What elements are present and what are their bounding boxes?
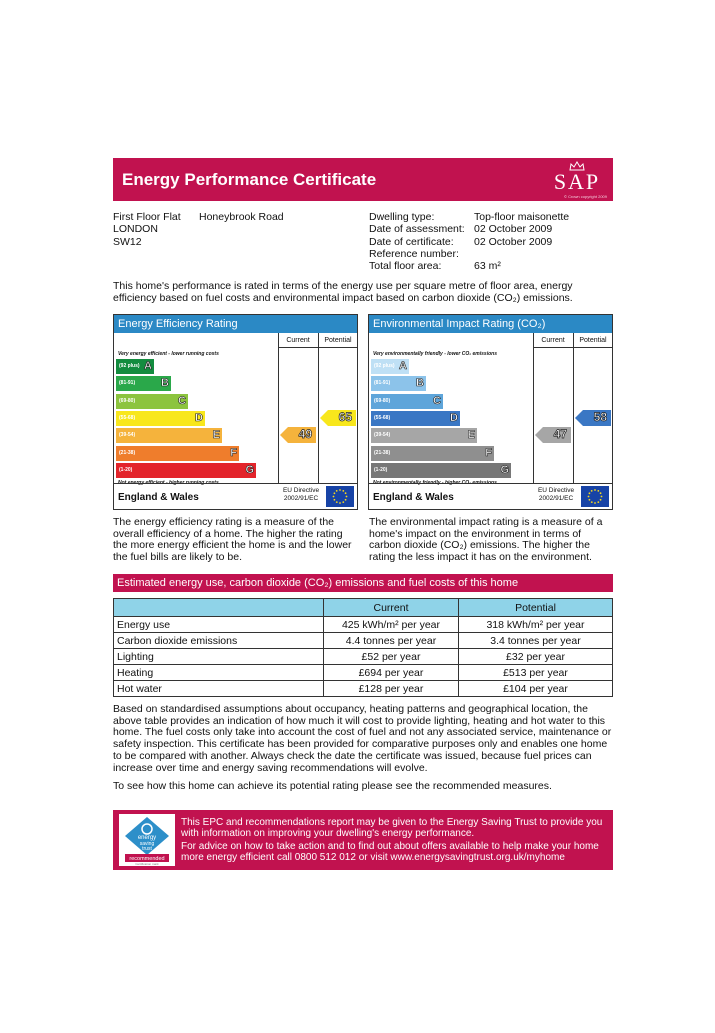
band-letter: F <box>230 446 237 459</box>
current-rating-arrow-value: 47 <box>553 427 567 442</box>
band-a <box>116 359 154 374</box>
band-range: (21-38) <box>374 449 391 456</box>
detail-key: Dwelling type: <box>369 211 435 223</box>
band-e <box>116 428 222 443</box>
detail-row <box>369 248 569 260</box>
detail-key: Total floor area: <box>369 260 442 273</box>
detail-row <box>369 236 569 248</box>
potential-rating-paragraph: To see how this home can achieve its potential rating please see the recommended measures. <box>113 780 552 792</box>
environment-description: The environmental impact rating is a measure of a home's impact on the environment in terms of carbon dioxide (CO₂) emissions. The higher the rating the less impact it has on the environment. <box>369 516 603 563</box>
band-d <box>116 411 205 426</box>
environmental-impact-panel <box>368 314 613 510</box>
address-line2: LONDON <box>113 223 158 236</box>
band-letter: D <box>450 411 458 424</box>
logo-badge: recommended <box>129 856 165 862</box>
potential-column-header: Potential <box>579 337 607 344</box>
detail-key: Reference number: <box>369 247 459 260</box>
table-cell: 3.4 tonnes per year <box>459 633 613 649</box>
top-scale-label: Very energy efficient - lower running costs <box>118 351 219 357</box>
band-range: (69-80) <box>119 397 136 404</box>
table-cell: 4.4 tonnes per year <box>324 633 459 649</box>
band-letter: C <box>433 394 441 407</box>
band-a <box>371 359 409 374</box>
band-c <box>116 394 188 409</box>
band-g <box>116 463 256 478</box>
address-street: Honeybrook Road <box>199 211 284 223</box>
band-f <box>371 446 494 461</box>
detail-value: 02 October 2009 <box>474 223 553 236</box>
band-g <box>371 463 511 478</box>
band-range: (55-68) <box>119 414 136 421</box>
sap-copyright: © Crown copyright 2009 <box>564 194 607 199</box>
table-cell: 425 kWh/m² per year <box>324 617 459 633</box>
est-info-text: This EPC and recommendations report may be given to the Energy Saving Trust to provide you with information on improving your dwelling's energy performance. <box>181 817 603 839</box>
detail-row <box>369 260 569 272</box>
current-rating-arrow <box>535 427 571 443</box>
table-cell: 318 kWh/m² per year <box>459 617 613 633</box>
efficiency-description: The energy efficiency rating is a measure of the overall efficiency of a home. The higher the rating the more energy efficient the home is and the lower the fuel bills are likely to be. <box>113 516 352 563</box>
property-address <box>113 211 284 248</box>
table-header-cell: Potential <box>459 599 613 617</box>
eu-flag-icon <box>581 486 609 507</box>
table-header-cell <box>114 599 324 617</box>
region-label: England & Wales <box>373 492 454 503</box>
band-e <box>371 428 477 443</box>
band-letter: G <box>245 463 254 476</box>
band-b <box>116 376 171 391</box>
current-rating-arrow-value: 49 <box>298 427 312 442</box>
band-range: (55-68) <box>374 414 391 421</box>
top-scale-label: Very environmentally friendly - lower CO₂ emissions <box>373 351 497 357</box>
current-rating-arrow <box>280 427 316 443</box>
table-cell: £32 per year <box>459 649 613 665</box>
current-column-header: Current <box>286 337 310 344</box>
table-cell: £513 per year <box>459 665 613 681</box>
band-range: (39-54) <box>119 432 136 439</box>
band-c <box>371 394 443 409</box>
detail-key: Date of certificate: <box>369 235 454 248</box>
table-cell: £694 per year <box>324 665 459 681</box>
band-letter: B <box>161 377 169 390</box>
panel-footer <box>369 483 612 509</box>
region-label: England & Wales <box>118 492 199 503</box>
table-row <box>114 665 613 681</box>
current-column-header: Current <box>541 337 565 344</box>
table-row <box>114 681 613 697</box>
table-row <box>114 633 613 649</box>
costs-table <box>113 598 613 697</box>
sap-logo <box>545 161 609 199</box>
detail-value: Top-floor maisonette <box>474 211 570 223</box>
potential-column-header: Potential <box>324 337 352 344</box>
potential-rating-arrow-value: 65 <box>338 409 352 424</box>
detail-row <box>369 223 569 235</box>
table-row <box>114 649 613 665</box>
est-advice-text: For advice on how to take action and to find out about offers available to help make your home more energy efficient call 0800 512 012 or visit www.energysavingtrust.org.uk/myhome <box>181 841 599 863</box>
band-range: (81-91) <box>119 380 136 387</box>
address-line3: SW12 <box>113 235 142 248</box>
band-range: (1-20) <box>374 466 388 473</box>
band-letter: C <box>178 394 186 407</box>
bottom-scale-label: Not environmentally friendly - higher CO₂ emissions <box>373 480 497 486</box>
table-header-cell: Current <box>324 599 459 617</box>
certificate-title: Energy Performance Certificate <box>122 170 377 189</box>
detail-row <box>369 211 569 223</box>
band-letter: B <box>416 377 424 390</box>
environmental-impact-title: Environmental Impact Rating (CO₂) <box>369 315 612 333</box>
table-row <box>114 617 613 633</box>
eu-flag-icon <box>326 486 354 507</box>
band-letter: F <box>485 446 492 459</box>
intro-text: This home's performance is rated in terms of the energy use per square metre of floor area, energy efficiency based on fuel costs and environmental impact based on carbon dioxide (CO₂) emissions. <box>113 280 573 304</box>
logo-small: Certification mark <box>135 862 159 866</box>
logo-text: trust <box>142 846 152 852</box>
band-letter: E <box>467 429 475 442</box>
detail-key: Date of assessment: <box>369 223 465 236</box>
potential-rating-arrow <box>320 410 356 426</box>
band-letter: D <box>195 411 203 424</box>
table-cell: £52 per year <box>324 649 459 665</box>
band-letter: A <box>399 360 407 372</box>
band-letter: E <box>212 429 220 442</box>
panel-footer <box>114 483 357 509</box>
sap-logo-text: SAP <box>553 169 601 194</box>
band-f <box>116 446 239 461</box>
energy-efficiency-panel <box>113 314 358 510</box>
costs-section-title: Estimated energy use, carbon dioxide (CO₂) emissions and fuel costs of this home <box>113 574 613 592</box>
table-cell: Hot water <box>114 681 324 697</box>
address-line1: First Floor Flat <box>113 211 181 223</box>
detail-value: 02 October 2009 <box>474 235 553 248</box>
band-d <box>371 411 460 426</box>
table-header-row <box>114 599 613 617</box>
table-cell: £104 per year <box>459 681 613 697</box>
band-range: (21-38) <box>119 449 136 456</box>
potential-rating-arrow-value: 58 <box>593 409 607 424</box>
property-details <box>369 211 569 272</box>
band-range: (92 plus) <box>374 363 395 369</box>
assumptions-paragraph: Based on standardised assumptions about occupancy, heating patterns and geographical location, the above table provides an indication of how much it will cost to provide lighting, heating and hot water to this home. The fuel costs only take into account the cost of fuel and not any associated service, maintenance or safety inspection. This certificate has been provided for comparative purposes only and enables one home to be compared with another. Always check the date the certificate was issued, because fuel prices can increase over time and energy saving recommendations will evolve. <box>113 703 612 774</box>
band-b <box>371 376 426 391</box>
band-range: (81-91) <box>374 380 391 387</box>
bottom-scale-label: Not energy efficient - higher running costs <box>118 480 219 486</box>
energy-saving-trust-logo <box>119 814 175 866</box>
energy-efficiency-title: Energy Efficiency Rating <box>114 315 357 333</box>
eu-directive: EU Directive 2002/91/EC <box>537 487 575 502</box>
table-cell: Lighting <box>114 649 324 665</box>
band-range: (92 plus) <box>119 363 140 369</box>
detail-value: 63 m² <box>474 260 501 273</box>
table-cell: Carbon dioxide emissions <box>114 633 324 649</box>
table-cell: Heating <box>114 665 324 681</box>
energy-saving-trust-banner <box>113 810 613 870</box>
logo-text: saving <box>139 841 155 847</box>
band-letter: A <box>144 360 152 372</box>
band-range: (69-80) <box>374 397 391 404</box>
certificate-header <box>113 158 613 201</box>
potential-rating-arrow <box>575 410 611 426</box>
band-letter: G <box>500 463 509 476</box>
band-range: (1-20) <box>119 466 133 473</box>
eu-directive: EU Directive 2002/91/EC <box>282 487 320 502</box>
table-cell: Energy use <box>114 617 324 633</box>
table-cell: £128 per year <box>324 681 459 697</box>
band-range: (39-54) <box>374 432 391 439</box>
logo-text: energy <box>137 835 157 841</box>
